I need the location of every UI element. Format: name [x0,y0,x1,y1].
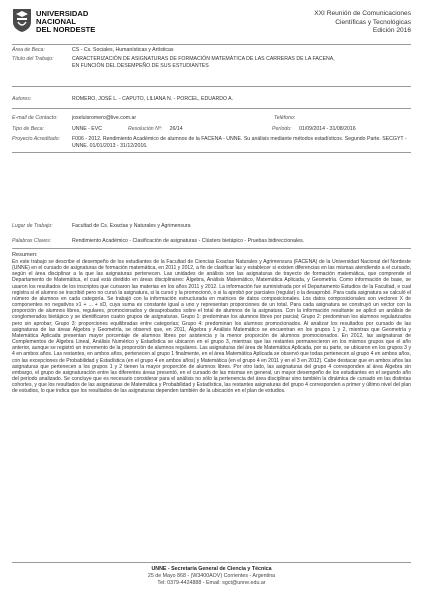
palabras-label: Palabras Claves: [12,238,52,244]
titulo-label: Título del Trabajo: [12,56,54,62]
resolucion-label: Resolución Nº: [128,126,163,132]
event-edition: Edición 2016 [372,27,411,35]
university-logo [12,8,162,38]
divider-4 [12,248,411,249]
autores-label: Autores: [12,96,32,102]
logo-line-3: DEL NORDESTE [36,25,96,34]
footer [0,566,423,587]
telefono-label: Teléfono: [274,115,296,121]
area-value: CS - Cs. Sociales, Humanísticas y Artísticas [72,47,174,53]
footer-institution: UNNE - Secretaría General de Ciencia y Técnica [151,566,272,572]
proyecto-value: F006 - 2012. Rendimiento Académico de alumnos de la FACENA - UNNE. Su análisis mediante métodos estadísticos. Segundo Parte. SECGYT - UNNE. 01/01/2013 - 31/12/2016. [72,136,407,149]
periodo-field [272,126,356,133]
logo-line-1: UNIVERSIDAD [36,9,89,18]
lugar-label: Lugar de Trabajo: [12,223,53,229]
area-label: Área de Beca: [12,47,45,53]
footer-address: 25 de Mayo 868 - (W3400AOV) Corrientes - Argentina [147,573,276,579]
university-shield-icon [12,8,32,33]
logo-line-2: NACIONAL [36,17,77,26]
footer-divider [12,562,411,563]
periodo-label: Período: [272,126,292,132]
event-title-line-2: Científicas y Tecnológicas [335,18,411,26]
event-title-line-1: XXI Reunión de Comunicaciones [314,10,411,17]
titulo-value: CARACTERIZACIÓN DE ASIGNATURAS DE FORMACIÓN MATEMÁTICA DE LAS CARRERAS DE LA FACENA, EN FUNCIÓN DEL DESEMPEÑO DE SUS ESTUDIANTES [72,56,335,69]
footer-contact: Tel: 0379-4424888 - Email: sgct@unne.edu.ar [157,580,266,586]
palabras-value: Rendimiento Académico - Clasificación de asignaturas - Clústers bietápico - Pruebas bidireccionales. [72,238,305,244]
periodo-value: 01/09/2014 - 31/08/2016 [299,126,356,132]
resumen-label: Resumen: [12,252,38,258]
lugar-value: Facultad de Cs. Exactas y Naturales y Agrimensura [72,223,191,229]
telefono-field [274,115,301,122]
divider-2 [12,108,411,109]
resolucion-value: 26/14 [169,126,183,132]
divider-1 [12,86,411,87]
event-title [314,10,411,36]
tipo-label: Tipo de Beca: [12,126,44,132]
email-label: E-mail de Contacto: [12,115,58,121]
university-name [36,10,95,34]
resumen-text: En este trabajo se describe el desempeño de los estudiantes de la Facultad de Ciencias Exactas Naturales y Agrimensura (FACENA) de la Universidad Nacional del Nordeste (UNNE) en el cursado de asignaturas de formación matemática, en 2011 y 2012, a fin de clasificar las y establecer si existen diferencias en las mismas atendiendo a el cursado, según el área disciplinar a la que las asignaturas pertenecen. Las unidades de análisis son las asignaturas de trayecto de formación matemática, que comprende el Departamento de Matemática, el cual está dividido en áreas disciplinares: Álgebra, Análisis Matemático, Matemática Aplicada, y Geometría. Como información de base, se usaron los resultados de los inscriptos que cursaron las materias en los años 2011 y 2012. La información fue suministrada por el Departamento Estudios de la Facultad, e cual registra si el alumno se inscribió pero no cursó la asignatura, si la cursó y la promocionó, o si la aprobó por parciales (regular) o la desaprobó. Para cada asignatura se calculó el número de alumnos en cada categoría. Se trabajó con la información estructurada en matrices de datos composicionales. Los datos composicionales son vectores X de componentes no negativos x1 + ... + xD, cuya suma es constante igual a uno y representan proporciones de un total. Para cada asignatura se construyó un vector con la proporción de alumnos libres, regulares, promocionados y desaprobados sobre el total de alumnos de la asignatura. Con la información resultante se aplicó un análisis de conglomerados bietápico y se identificaron cuatro grupos de asignaturas. Grupo 1: predominan los alumnos libres por parcial; Grupo 2: predominan los alumnos regularizados pero sin aprobar; Grupo 3: proporciones equilibradas entre categorías; Grupo 4: predominan los alumnos promocionados. Al analizar los resultados por cursado de las asignaturas de las áreas Álgebra y Geometría, se observó que, en 2011, Álgebra y Análisis Matemático se encuentran en los grupos 1 y 2, mientras que Geometría y Matemática Aplicada presentan mayor porcentaje de alumnos libres por asistencia y la menor proporción de alumnos promocionados. En 2012, las asignaturas de Complementos de Álgebra Lineal, Análisis Numérico y Estadística se ubicaron en el grupo 3, mientras que las restantes permanecieron en los mismos grupos que el año anterior, aunque se registró un incremento de la proporción de alumnos regulares. Las asignaturas del área de Matemática Aplicada, por su parte, se ubicaron en los grupos 3 y 4 en ambos años. Las restantes, en ambos años, pertenecen al grupo 1 finalmente, en el área Matemática Aplicada se observó que todas pertenecen al grupo 4 en ambos años, con las excepciones de Probabilidad y Estadística (en el grupo 4 en ambos años) y Matemática (en el grupo 4 en 2011 y en el 3 en 2012). Cabe destacar que en ambos años las asignaturas que pertenecen a los grupos 1 y 2 tienen la mayor proporción de alumnos libres. Por otro lado, las asignaturas del grupo 4 corresponden al área Álgebra sin embargo, el grupo de asignaturación entre las diferentes áreas presentó, en el cursado de las mismas en general, un mayor desempeño de los estudiantes en el segundo año del periodo analizado. Se concluye que es necesario considerar para el análisis no sólo la pertenencia del área disciplinar sino también la dinámica de cursado en las distintas cohortes, y que los resultados de las asignaturas de Matemática y Probabilidad y Estadística, las restantes asignaturas del grupo 4 corresponden a primer y último nivel del plan de estudios, lo que indica que los resultados de las asignaturas dependen también de la ubicación en el plan de estudios. [12,259,411,395]
autores-value: ROMERO, JOSÉ L. - CAPUTO, LILIANA N. - PORCEL, EDUARDO A. [72,96,234,102]
divider-3 [12,152,411,153]
resolucion-field [128,126,183,133]
tipo-value: UNNE - EVC [72,126,102,132]
proyecto-label: Proyecto Acreditado: [12,136,60,142]
email-value: joseluisromero@live.com.ar [72,115,137,121]
header-divider [12,44,411,45]
